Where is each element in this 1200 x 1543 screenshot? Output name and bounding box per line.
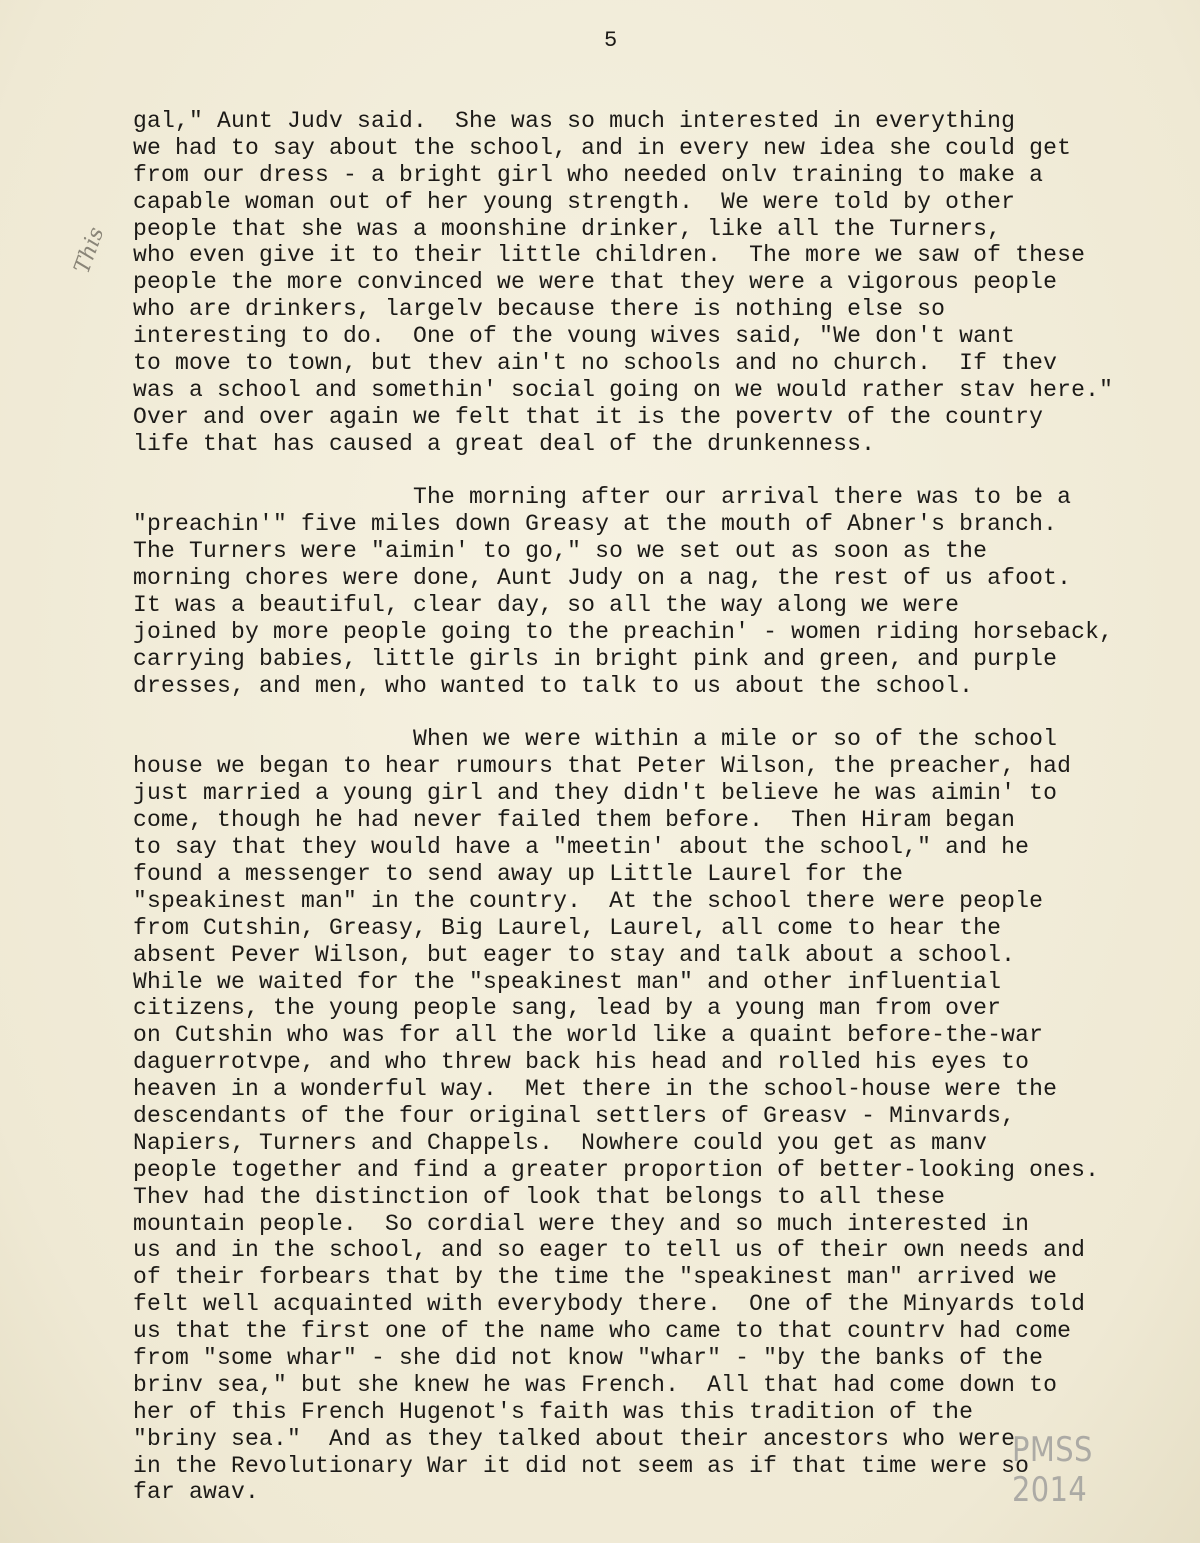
handwritten-margin-note: This: [69, 224, 110, 277]
paragraph-gap: [133, 700, 1113, 727]
text-line: "preachin'" five miles down Greasy at the mouth of Abner's branch.: [133, 511, 1058, 538]
text-line: joined by more people going to the preachin' - women riding horseback,: [133, 618, 1114, 645]
text-line: capable woman out of her young strength. We were told by other: [133, 188, 1016, 215]
page-number: 5: [604, 28, 618, 53]
text-line: from "some whar" - she did not know "whar" - "by the banks of the: [133, 1344, 1044, 1371]
text-line: to move to town, but thev ain't no schools and no church. If thev: [133, 350, 1058, 377]
text-line: just married a young girl and they didn't believe he was aimin' to: [133, 780, 1058, 807]
text-line: we had to say about the school, and in every new idea she could get: [133, 134, 1072, 161]
text-line: absent Pever Wilson, but eager to stay and talk about a school.: [133, 941, 1016, 968]
text-line: interesting to do. One of the voung wives said, "We don't want: [133, 323, 1016, 350]
text-line: heaven in a wonderful way. Met there in the school-house were the: [133, 1076, 1058, 1103]
text-line: us that the first one of the name who came to that countrv had come: [133, 1318, 1072, 1345]
text-line: The Turners were "aimin' to go," so we set out as soon as the: [133, 538, 988, 565]
text-line: citizens, the young people sang, lead by a young man from over: [133, 995, 1002, 1022]
text-line: While we waited for the "speakinest man" and other influential: [133, 968, 1002, 995]
text-line: brinv sea," but she knew he was French. All that had come down to: [133, 1371, 1058, 1398]
text-line: morning chores were done, Aunt Judy on a nag, the rest of us afoot.: [133, 565, 1072, 592]
paragraph-gap: [133, 458, 1113, 485]
text-line: Over and over again we felt that it is the povertv of the country: [133, 403, 1044, 430]
text-line: to say that they would have a "meetin' about the school," and he: [133, 834, 1030, 861]
text-line: descendants of the four original settlers of Greasv - Minvards,: [133, 1102, 1016, 1129]
text-line: was a school and somethin' social going on we would rather stav here.": [133, 376, 1114, 403]
text-line: of their forbears that by the time the "speakinest man" arrived we: [133, 1264, 1058, 1291]
text-line: life that has caused a great deal of the drunkenness.: [133, 430, 876, 457]
text-line: The morning after our arrival there was to be a: [133, 484, 1072, 511]
text-line: felt well acquainted with everybody there. One of the Minyards told: [133, 1291, 1086, 1318]
text-line: house we began to hear rumours that Peter Wilson, the preacher, had: [133, 753, 1072, 780]
text-line: "briny sea." And as they talked about their ancestors who were: [133, 1425, 1016, 1452]
text-line: daguerrotvpe, and who threw back his head and rolled his eyes to: [133, 1049, 1030, 1076]
text-line: Napiers, Turners and Chappels. Nowhere could you get as manv: [133, 1129, 988, 1156]
text-line: gal," Aunt Judv said. She was so much interested in everything: [133, 108, 1016, 134]
text-line: found a messenger to send away up Little Laurel for the: [133, 860, 904, 887]
text-line: people that she was a moonshine drinker, like all the Turners,: [133, 215, 1002, 242]
text-line: who are drinkers, largelv because there is nothing else so: [133, 296, 946, 323]
text-line: who even give it to their little children. The more we saw of these: [133, 242, 1086, 269]
text-line: "speakinest man" in the country. At the school there were people: [133, 887, 1044, 914]
text-line: far awav.: [133, 1479, 260, 1506]
text-line: us and in the school, and so eager to tell us of their own needs and: [133, 1237, 1086, 1264]
text-line: on Cutshin who was for all the world like a quaint before-the-war: [133, 1022, 1044, 1049]
text-line: It was a beautiful, clear day, so all the way along we were: [133, 592, 960, 619]
text-line: carrying babies, little girls in bright pink and green, and purple: [133, 645, 1058, 672]
text-line: from Cutshin, Greasy, Big Laurel, Laurel, all come to hear the: [133, 914, 1002, 941]
text-line: people the more convinced we were that they were a vigorous people: [133, 269, 1058, 296]
text-line: come, though he had never failed them before. Then Hiram began: [133, 807, 1016, 834]
text-line: mountain people. So cordial were they and so much interested in: [133, 1210, 1030, 1237]
watermark: PMSS 2014: [1012, 1430, 1093, 1510]
text-line: her of this French Hugenot's faith was this tradition of the: [133, 1398, 974, 1425]
text-line: When we were within a mile or so of the school: [133, 726, 1058, 753]
text-line: Thev had the distinction of look that belongs to all these: [133, 1183, 946, 1210]
text-line: dresses, and men, who wanted to talk to us about the school.: [133, 672, 974, 699]
text-line: in the Revolutionary War it did not seem as if that time were so: [133, 1452, 1030, 1479]
text-line: people together and find a greater proportion of better-looking ones.: [133, 1156, 1100, 1183]
text-line: from our dress - a bright girl who needed onlv training to make a: [133, 161, 1044, 188]
document-body: [133, 108, 1113, 1506]
